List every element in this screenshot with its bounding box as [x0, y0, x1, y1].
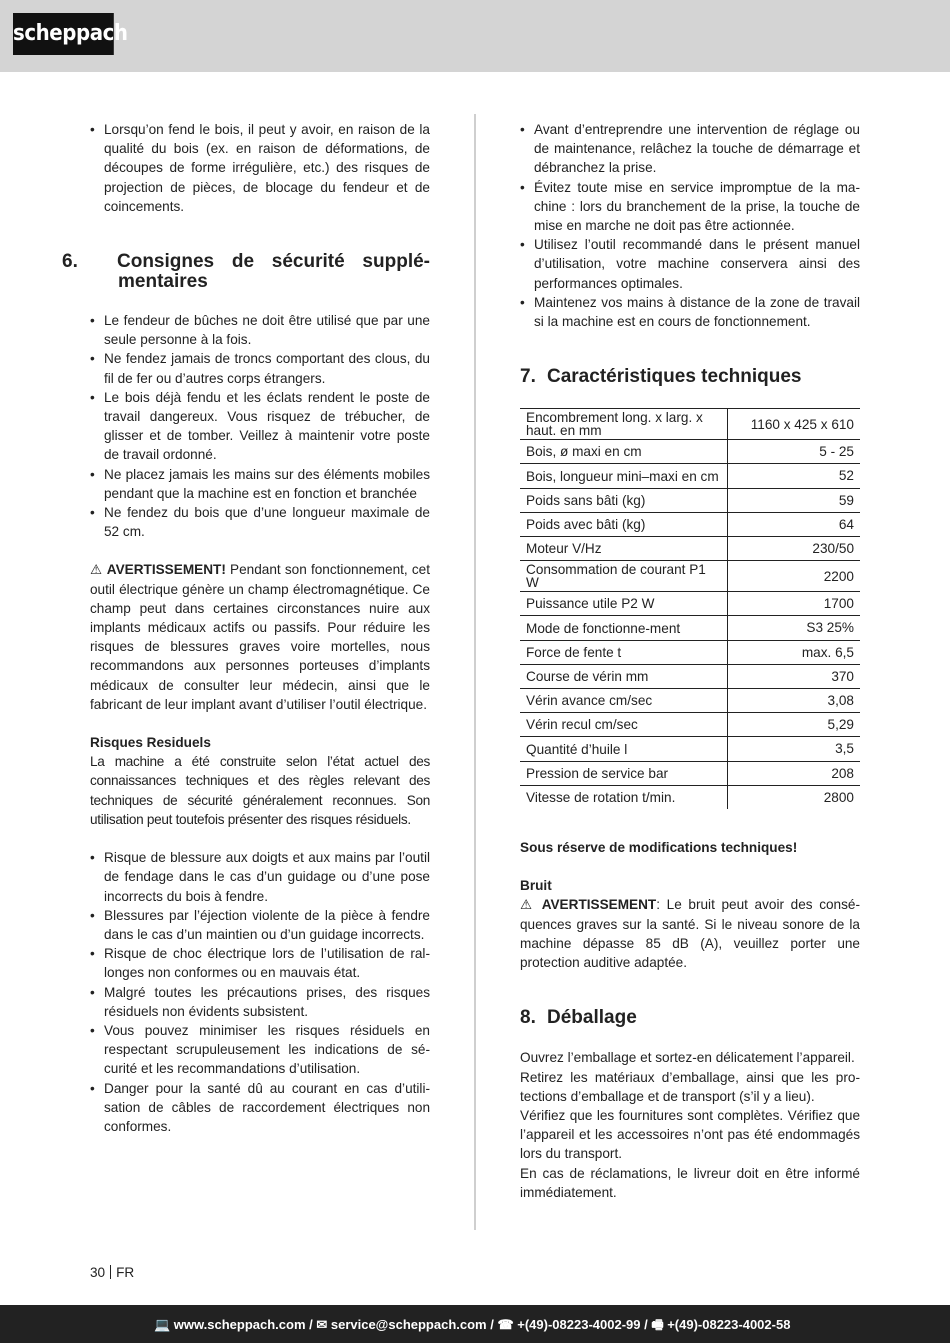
- noise-warning: ⚠ AVERTISSEMENT: Le bruit peut avoir des conséquences graves sur la santé. Si le niveau sonore de la machine dépasse 85 dB (A), veuillez porter une protection auditive adaptée.: [520, 897, 861, 971]
- list-item: • Avant d’entreprendre une intervention de réglage ou de maintenance, relâchez la touche de démarrage et débranchez la prise.: [520, 120, 860, 178]
- table-row: [520, 761, 860, 785]
- header-bar: [0, 0, 950, 72]
- footer-bar: [0, 1305, 950, 1343]
- spec-value: 3,08: [728, 689, 861, 713]
- list-item: • Blessures par l’éjection violente de la pièce à fendre dans le cas d’un maintien ou d’un guidage incorrects.: [90, 906, 430, 944]
- spec-value: 2800: [728, 785, 861, 809]
- spec-value: 59: [728, 488, 861, 512]
- noise-title: Bruit: [520, 878, 552, 894]
- spec-label: Encombrement long. x larg. x haut. en mm: [520, 409, 728, 440]
- spec-value: S3 25%: [728, 616, 861, 640]
- spec-label: Poids sans bâti (kg): [520, 488, 728, 512]
- list-item: • Danger pour la santé dû au courant en cas d’utilisation de câbles de raccordement électriques non conformes.: [90, 1079, 430, 1137]
- spec-value: max. 6,5: [728, 640, 861, 664]
- list-item: • Évitez toute mise en service impromptue de la machine : lors du branchement de la prise, la touche de mise en marche ne doit pas être actionnée.: [520, 178, 860, 236]
- right-column: [520, 120, 860, 1202]
- maintenance-bullets: [520, 120, 860, 331]
- list-item: • Risque de blessure aux doigts et aux mains par l’outil de fendage dans le cas d’un guidage ou d’une pose incorrects du bois à fendre.: [90, 848, 430, 906]
- spec-value: 64: [728, 512, 861, 536]
- spec-label: Vérin avance cm/sec: [520, 689, 728, 713]
- spec-label: Bois, ø maxi en cm: [520, 440, 728, 464]
- spec-value: 2200: [728, 561, 861, 592]
- table-row: [520, 664, 860, 688]
- section-8-heading: 8. Déballage: [520, 1007, 637, 1029]
- warning-icon: ⚠: [90, 562, 103, 578]
- list-item: • Ne placez jamais les mains sur des éléments mobiles pendant que la machine est en fonction et branchée: [90, 465, 430, 503]
- spec-label: Bois, longueur mini–maxi en cm: [520, 464, 728, 488]
- brand-logo: scheppach: [13, 13, 114, 55]
- table-row: [520, 737, 860, 761]
- spec-value: 5 - 25: [728, 440, 861, 464]
- table-row: [520, 512, 860, 536]
- spec-value: 1160 x 425 x 610: [728, 409, 861, 440]
- paragraph: Vérifiez que les fournitures sont complètes. Vérifiez que l’appareil et les accessoires n’ont pas été endommagés lors du transport.: [520, 1107, 860, 1162]
- table-row: [520, 409, 860, 440]
- residual-risks-title: Risques Residuels: [90, 735, 211, 751]
- column-divider: [474, 114, 476, 1230]
- table-row: [520, 689, 860, 713]
- residual-risks-text: La machine a été construite selon l’état actuel des connaissances techniques et des règles relevant des techniques de sécurité généralement reconnues. Son utilisation peut toutefois présenter des risques résiduels.: [90, 754, 430, 827]
- list-item: • Lorsqu’on fend le bois, il peut y avoir, en raison de la qualité du bois (ex. en raison de déformations, de découpes de forme irrégulière, etc.) des risques de projection de pièces, de blocage du fendeur et de coincements.: [90, 120, 430, 216]
- spec-label: Vérin recul cm/sec: [520, 713, 728, 737]
- spec-value: 370: [728, 664, 861, 688]
- intro-bullets: [90, 120, 430, 216]
- spec-label: Mode de fonctionne-ment: [520, 616, 728, 640]
- list-item: • Vous pouvez minimiser les risques résiduels en respectant scrupuleusement les indications de sécurité et les recommandations d’utilisation.: [90, 1021, 430, 1079]
- contact-info: 💻 www.scheppach.com / ✉ service@scheppach.com / ☎ +(49)-08223-4002-99 / 🖷 +(49)-08223-4002-58: [154, 1317, 791, 1332]
- table-row: [520, 561, 860, 592]
- spec-label: Pression de service bar: [520, 761, 728, 785]
- warning-icon: ⚠: [520, 897, 536, 913]
- spec-value: 208: [728, 761, 861, 785]
- spec-label: Quantité d’huile l: [520, 737, 728, 761]
- spec-value: 1700: [728, 592, 861, 616]
- table-row: [520, 592, 860, 616]
- spec-label: Force de fente t: [520, 640, 728, 664]
- left-column: [62, 120, 430, 1136]
- table-row: [520, 713, 860, 737]
- page-number: 30 FR: [90, 1265, 135, 1280]
- paragraph: En cas de réclamations, le livreur doit en être informé immédiatement.: [520, 1165, 860, 1200]
- reserve-note: Sous réserve de modifications techniques!: [520, 840, 798, 856]
- list-item: • Utilisez l’outil recommandé dans le présent manuel d’utilisation, votre machine conservera ainsi des performances optimales.: [520, 235, 860, 293]
- paragraph: Retirez les matériaux d’emballage, ainsi que les protections d’emballage et de transport (s’il y a lieu).: [520, 1069, 860, 1104]
- list-item: • Le bois déjà fendu et les éclats rendent le poste de travail dangereux. Vous risquez de trébucher, de glisser et de tomber. Veillez à maintenir votre poste de travail ordonné.: [90, 388, 430, 465]
- spec-value: 230/50: [728, 537, 861, 561]
- spec-label: Vitesse de rotation t/min.: [526, 789, 676, 805]
- paragraph: Ouvrez l’emballage et sortez-en délicatement l’appareil.: [520, 1050, 855, 1066]
- spec-label: Puissance utile P2 W: [520, 592, 728, 616]
- table-row: [520, 785, 860, 809]
- safety-bullets: [90, 311, 430, 541]
- table-row: [520, 616, 860, 640]
- table-row: [520, 464, 860, 488]
- emf-warning: ⚠ AVERTISSEMENT! Pendant son fonctionnement, cet outil électrique génère un champ électromagnétique. Ce champ peut dans certaines circonstances nuire aux implants médicaux actifs ou passifs. Pour réduire les risques de blessures graves voire mortelles, nous recommandons aux personnes porteuses d’implants médicaux de consulter leur médecin, ainsi que le fabricant de leur implant avant d’utiliser l’outil électrique.: [90, 562, 430, 712]
- list-item: • Maintenez vos mains à distance de la zone de travail si la machine est en cours de fonctionnement.: [520, 293, 860, 331]
- spec-label: Poids avec bâti (kg): [520, 512, 728, 536]
- list-item: • Malgré toutes les précautions prises, des risques résiduels non évidents subsistent.: [90, 983, 430, 1021]
- spec-label: Consommation de courant P1 W: [520, 561, 728, 592]
- section-6-heading: 6. Consignes de sécurité supplémentaires: [62, 251, 430, 293]
- list-item: • Ne fendez jamais de troncs comportant des clous, du fil de fer ou d’autres corps étrangers.: [90, 349, 430, 387]
- section-7-heading: 7. Caractéristiques techniques: [520, 366, 802, 388]
- spec-value: 3,5: [728, 737, 861, 761]
- table-row: [520, 440, 860, 464]
- table-row: [520, 640, 860, 664]
- spec-label: Moteur V/Hz: [520, 537, 728, 561]
- spec-value: 5,29: [728, 713, 861, 737]
- list-item: • Ne fendez du bois que d’une longueur maximale de 52 cm.: [90, 503, 430, 541]
- list-item: • Risque de choc électrique lors de l’utilisation de rallonges non conformes ou en mauvais état.: [90, 944, 430, 982]
- specs-table: [520, 408, 860, 809]
- table-row: [520, 488, 860, 512]
- spec-label: Course de vérin mm: [520, 664, 728, 688]
- unpacking-text: [520, 1048, 860, 1202]
- list-item: • Le fendeur de bûches ne doit être utilisé que par une seule personne à la fois.: [90, 311, 430, 349]
- residual-bullets: [90, 848, 430, 1136]
- spec-value: 52: [728, 464, 861, 488]
- table-row: [520, 537, 860, 561]
